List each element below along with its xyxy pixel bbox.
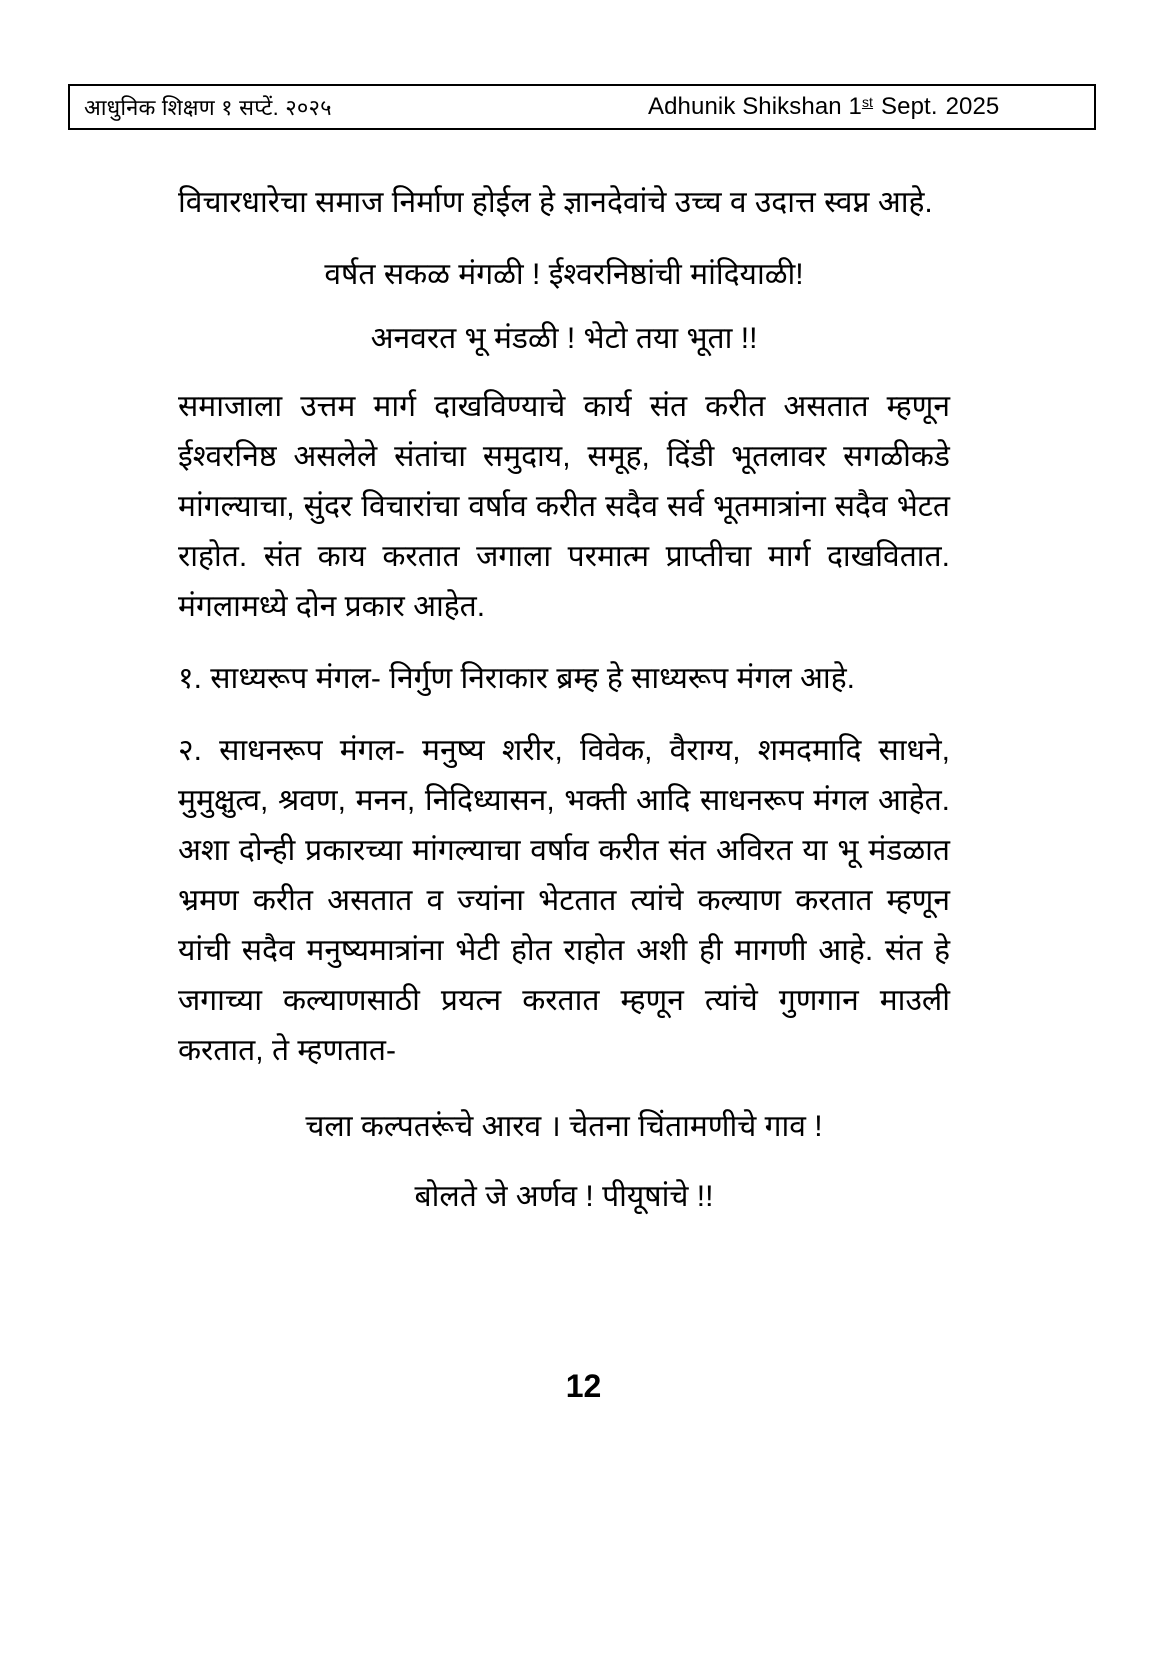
page-content	[178, 178, 950, 1222]
header-english-name: Adhunik Shikshan 1	[648, 93, 862, 120]
verse-block-one	[178, 250, 950, 364]
page-number: 12	[565, 1368, 602, 1404]
header-year: 2025	[945, 93, 1000, 120]
verse-two-line-two: बोलते जे अर्णव ! पीयूषांचे !!	[414, 1180, 714, 1213]
header-title-marathi: आधुनिक शिक्षण १ सप्टें. २०२५	[84, 95, 332, 120]
running-header	[68, 84, 1096, 130]
verse-block-two	[178, 1102, 950, 1222]
paragraph-main: समाजाला उत्तम मार्ग दाखविण्याचे कार्य संत करीत असतात म्हणून ईश्वरनिष्ठ असलेले संतांचा समुदाय, समूह, दिंडी भूतलावर सगळीकडे मांगल्याचा, सुंदर विचारांचा वर्षाव करीत सदैव सर्व भूतमात्रांना सदैव भेटत राहोत. संत काय करतात जगाला परमात्म प्राप्तीचा मार्ग दाखवितात. मंगलामध्ये दोन प्रकार आहेत.	[178, 390, 950, 623]
verse-two-line-one: चला कल्पतरूंचे आरव । चेतना चिंतामणीचे गाव !	[305, 1110, 823, 1143]
verse-one-line-one: वर्षत सकळ मंगळी ! ईश्वरनिष्ठांची मांदियाळी!	[324, 258, 804, 291]
header-month: Sept.	[881, 93, 938, 120]
header-title-english	[648, 93, 999, 121]
list-point-one: १. साध्यरूप मंगल- निर्गुण निराकार ब्रम्ह हे साध्यरूप मंगल आहे.	[178, 662, 855, 695]
header-ordinal-suffix: st	[861, 94, 874, 110]
list-point-two: २. साधनरूप मंगल- मनुष्य शरीर, विवेक, वैराग्य, शमदमादि साधने, मुमुक्षुत्व, श्रवण, मनन, निदिध्यासन, भक्ती आदि साधनरूप मंगल आहेत. अशा दोन्ही प्रकारच्या मांगल्याचा वर्षाव करीत संत अविरत या भू मंडळात भ्रमण करीत असतात व ज्यांना भेटतात त्यांचे कल्याण करतात म्हणून यांची सदैव मनुष्यमात्रांना भेटी होत राहोत अशी ही मागणी आहे. संत हे जगाच्या कल्याणसाठी प्रयत्न करतात म्हणून त्यांचे गुणगान माउली करतात, ते म्हणतात-	[178, 734, 950, 1067]
paragraph-intro: विचारधारेचा समाज निर्माण होईल हे ज्ञानदेवांचे उच्च व उदात्त स्वप्न आहे.	[178, 186, 933, 219]
verse-one-line-two: अनवरत भू मंडळी ! भेटो तया भूता !!	[370, 322, 758, 355]
